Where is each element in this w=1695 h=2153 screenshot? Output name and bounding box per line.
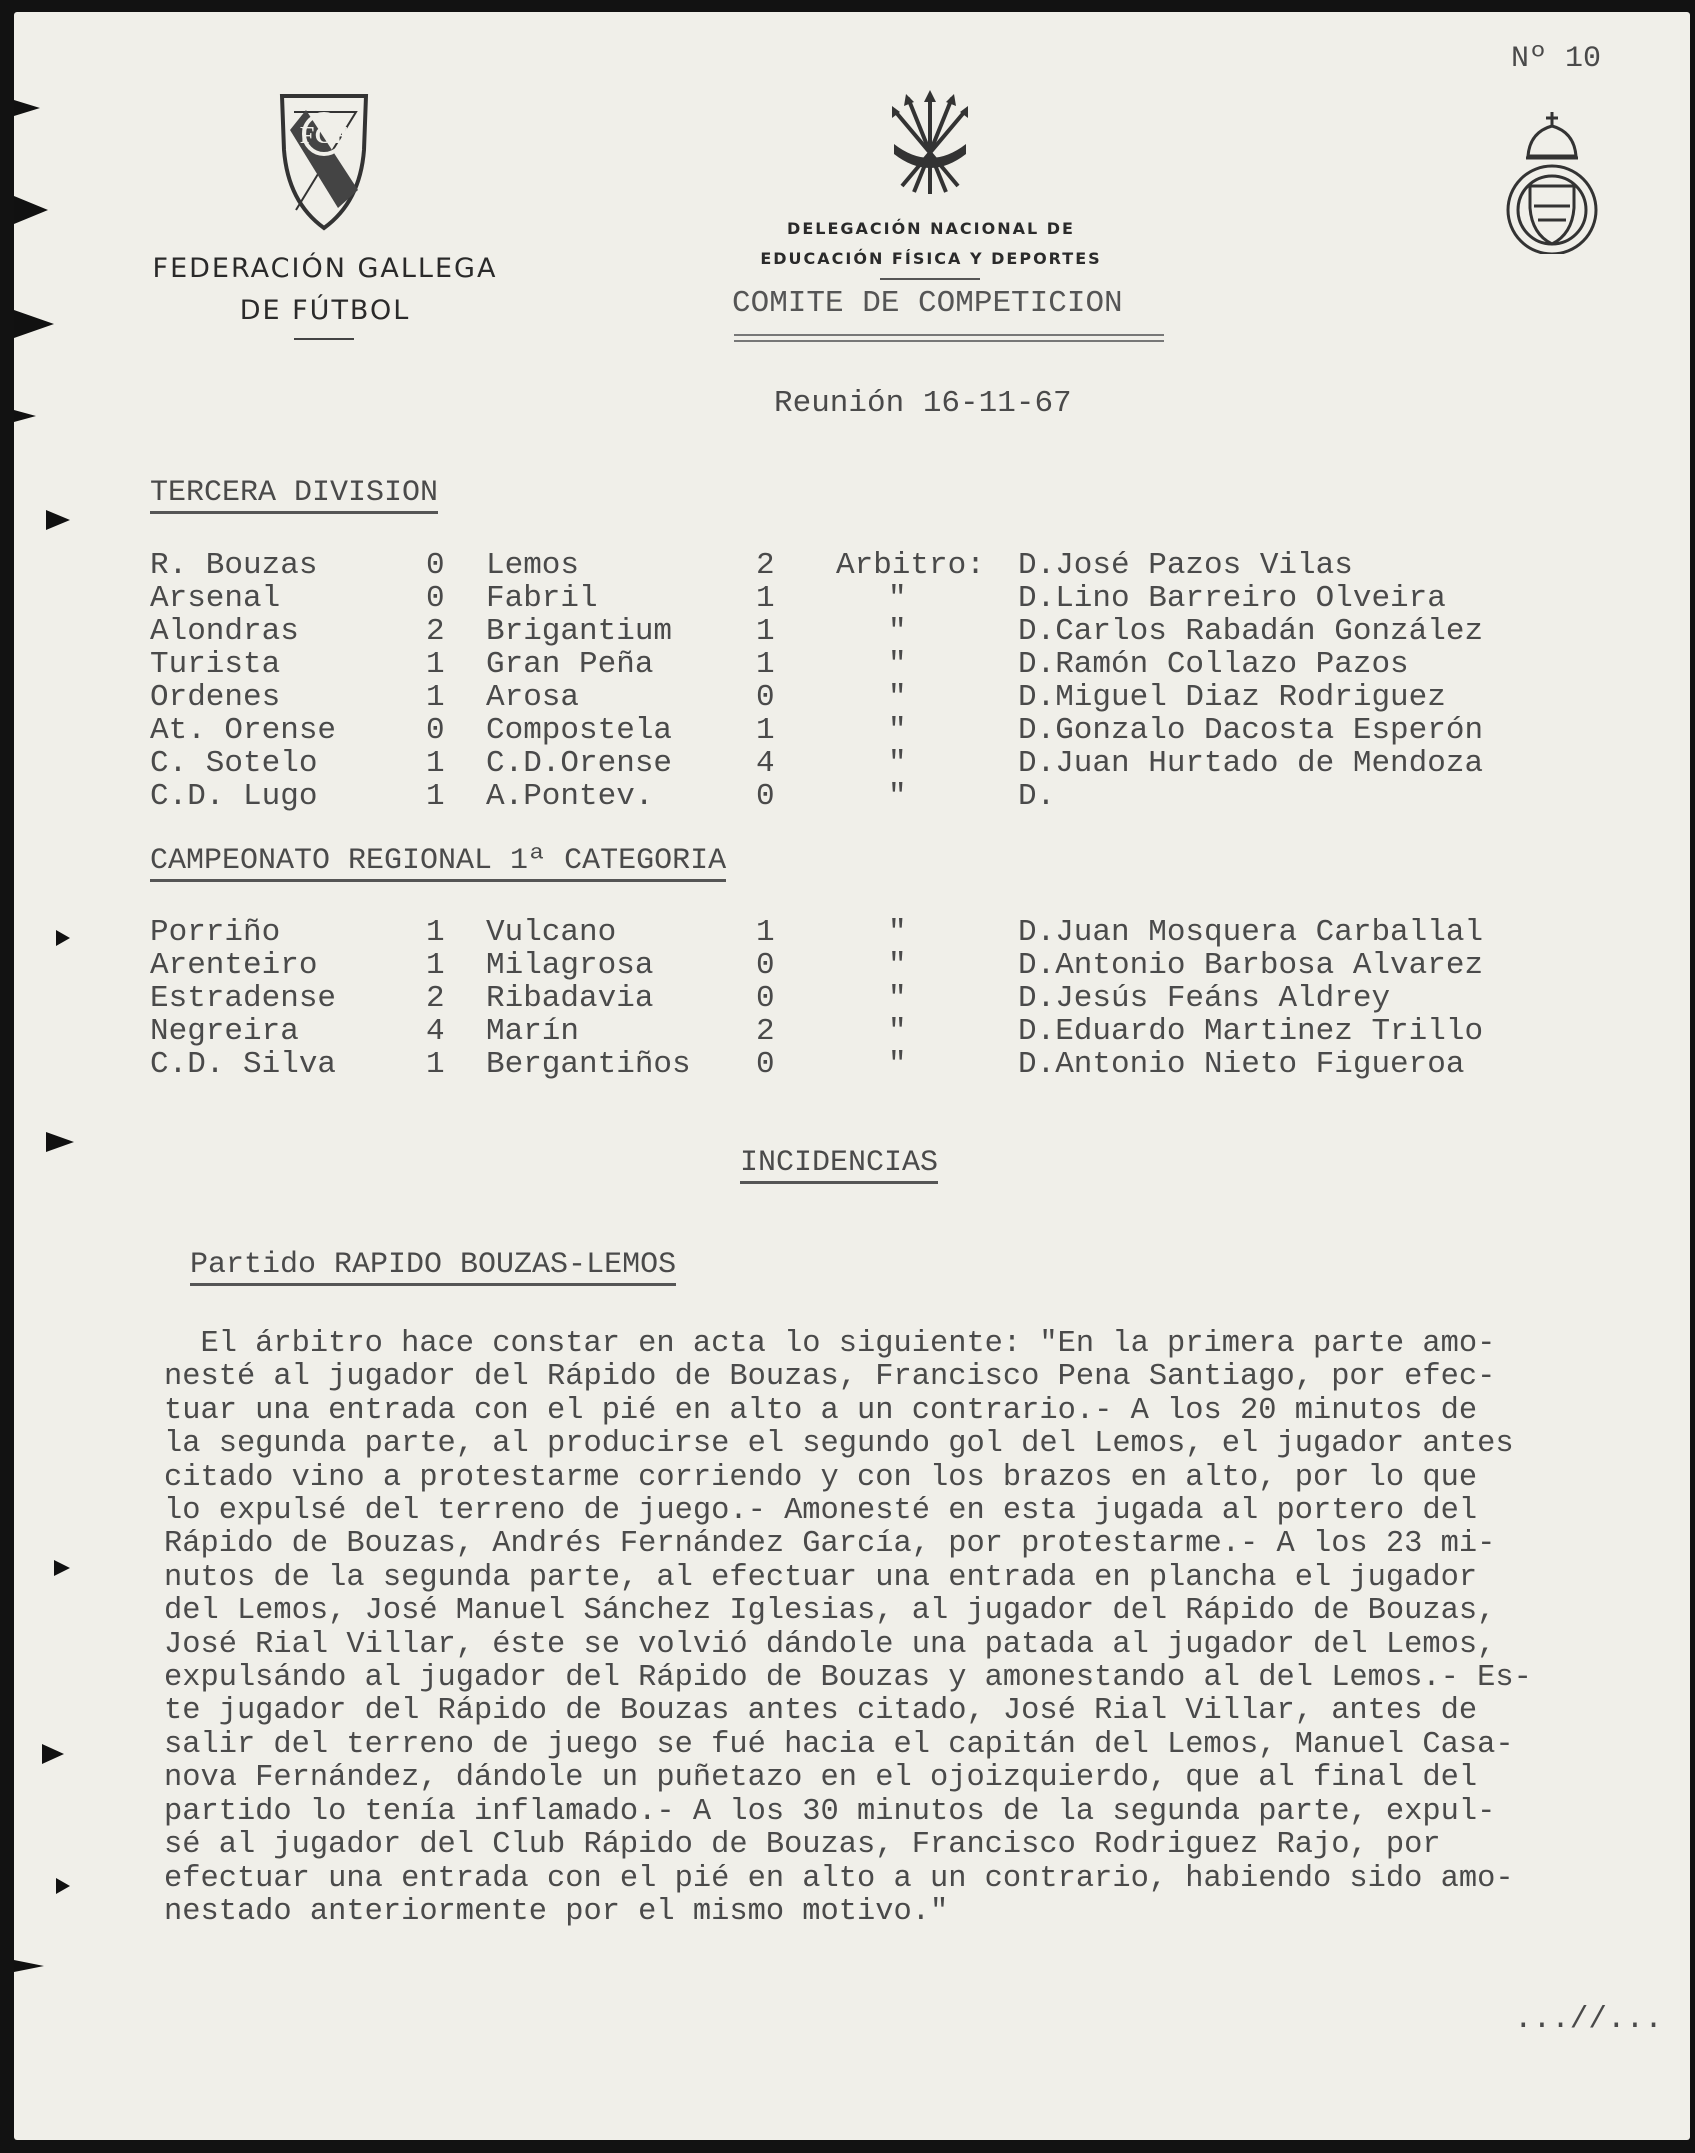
referee: D.Ramón Collazo Pazos [1018,647,1409,682]
report-line: te jugador del Rápido de Bouzas antes citado, José Rial Villar, antes de [164,1694,1478,1729]
ditto-mark: " [888,713,907,748]
report-line: efectuar una entrada con el pié en alto a un contrario, habiendo sido amo- [164,1861,1514,1896]
document-number: Nº 10 [1511,42,1602,76]
home-goals: 1 [426,915,445,950]
away-goals: 0 [756,948,775,983]
binder-hole-mark [56,1878,70,1894]
referee: D.Antonio Barbosa Alvarez [1018,948,1484,983]
home-goals: 1 [426,680,445,715]
away-team: Ribadavia [486,981,654,1016]
delegation-name [714,214,1148,274]
referee: D.Antonio Nieto Figueroa [1018,1047,1465,1082]
referee: D. [1018,779,1056,814]
report-line: nestado anteriormente por el mismo motivo." [164,1894,949,1929]
home-goals: 1 [426,779,445,814]
binder-hole-mark [54,1560,70,1576]
home-goals: 0 [426,581,445,616]
ditto-mark: " [888,680,907,715]
home-team: Porriño [150,915,281,950]
away-team: Bergantiños [486,1047,691,1082]
referee: D.Lino Barreiro Olveira [1018,581,1446,616]
binder-hole-mark [14,310,54,338]
report-line: partido lo tenía inflamado.- A los 30 minutos de la segunda parte, expul- [164,1794,1496,1829]
binder-hole-mark [14,100,40,116]
referee: D.Juan Mosquera Carballal [1018,915,1484,950]
incidencias-title: INCIDENCIAS [740,1146,938,1184]
away-team: Fabril [486,581,598,616]
home-goals: 1 [426,647,445,682]
home-team: C. Sotelo [150,746,318,781]
away-goals: 2 [756,1014,775,1049]
away-team: Arosa [486,680,580,715]
away-goals: 0 [756,680,775,715]
federation-rule [294,338,354,340]
away-team: Lemos [486,548,580,583]
federacion-gallega-crest-icon [276,90,372,232]
binder-hole-mark [14,196,48,224]
away-team: Brigantium [486,614,673,649]
committee-title: COMITE DE COMPETICION [732,286,1123,321]
referee: D.José Pazos Vilas [1018,548,1353,583]
arbitro-label: Arbitro: [836,548,985,583]
ditto-mark: " [888,746,907,781]
report-line: sé al jugador del Club Rápido de Bouzas, Francisco Rodriguez Rajo, por [164,1828,1441,1863]
document-page [14,12,1690,2140]
away-team: A.Pontev. [486,779,654,814]
binder-hole-mark [46,510,70,530]
away-goals: 0 [756,779,775,814]
home-team: Negreira [150,1014,299,1049]
binder-hole-mark [14,410,36,422]
home-team: Arenteiro [150,948,318,983]
binder-hole-mark [56,930,70,946]
binder-hole-mark [46,1132,74,1152]
away-team: Marín [486,1014,580,1049]
svg-text:FGF: FGF [300,123,348,149]
committee-double-rule [734,334,1164,342]
report-line: salir del terreno de juego se fué hacia el capitán del Lemos, Manuel Casa- [164,1727,1514,1762]
home-goals: 2 [426,614,445,649]
referee: D.Gonzalo Dacosta Esperón [1018,713,1484,748]
away-team: Compostela [486,713,673,748]
away-goals: 0 [756,981,775,1016]
rfef-crown-crest-icon [1500,110,1604,254]
ditto-mark: " [888,1014,907,1049]
ditto-mark: " [888,614,907,649]
continuation-mark: ...//... [1514,2002,1663,2037]
home-team: R. Bouzas [150,548,318,583]
report-line: nova Fernández, dándole un puñetazo en el ojoizquierdo, que al final del [164,1761,1478,1796]
home-team: Arsenal [150,581,281,616]
referee: D.Jesús Feáns Aldrey [1018,981,1391,1016]
report-line: Rápido de Bouzas, Andrés Fernández García, por protestarme.- A los 23 mi- [164,1527,1496,1562]
home-goals: 0 [426,548,445,583]
federation-name-line1: FEDERACIÓN GALLEGA [152,253,498,284]
meeting-date: Reunión 16-11-67 [774,386,1072,421]
federation-name-line2: DE FÚTBOL [239,295,411,326]
ditto-mark: " [888,915,907,950]
home-goals: 1 [426,746,445,781]
away-goals: 1 [756,713,775,748]
match-incident-title: Partido RAPIDO BOUZAS-LEMOS [190,1248,676,1286]
away-team: Milagrosa [486,948,654,983]
delegation-line1: DELEGACIÓN NACIONAL DE [787,219,1075,238]
away-goals: 1 [756,581,775,616]
home-goals: 4 [426,1014,445,1049]
away-team: Gran Peña [486,647,654,682]
home-team: C.D. Silva [150,1047,337,1082]
report-line: lo expulsé del terreno de juego.- Amonesté en esta jugada al portero del [164,1494,1478,1529]
away-goals: 1 [756,647,775,682]
home-team: Alondras [150,614,299,649]
home-team: C.D. Lugo [150,779,318,814]
yoke-and-arrows-emblem-icon [888,90,972,200]
home-team: At. Orense [150,713,337,748]
report-line: la segunda parte, al producirse el segundo gol del Lemos, el jugador antes [164,1427,1514,1462]
away-goals: 1 [756,614,775,649]
report-line: nesté al jugador del Rápido de Bouzas, Francisco Pena Santiago, por efec- [164,1360,1496,1395]
regional-championship-title: CAMPEONATO REGIONAL 1ª CATEGORIA [150,844,726,882]
ditto-mark: " [888,647,907,682]
report-line: citado vino a protestarme corriendo y con los brazos en alto, por lo que [164,1460,1478,1495]
ditto-mark: " [888,1047,907,1082]
tercera-division-title: TERCERA DIVISION [150,476,438,514]
ditto-mark: " [888,981,907,1016]
home-goals: 1 [426,948,445,983]
federation-name [126,248,524,332]
ditto-mark: " [888,948,907,983]
report-line: tuar una entrada con el pié en alto a un contrario.- A los 20 minutos de [164,1393,1478,1428]
ditto-mark: " [888,581,907,616]
away-team: Vulcano [486,915,617,950]
report-line: nutos de la segunda parte, al efectuar una entrada en plancha el jugador [164,1560,1478,1595]
home-team: Estradense [150,981,337,1016]
home-goals: 2 [426,981,445,1016]
home-goals: 0 [426,713,445,748]
report-line: expulsándo al jugador del Rápido de Bouzas y amonestando al del Lemos.- Es- [164,1661,1532,1696]
referee: D.Miguel Diaz Rodriguez [1018,680,1446,715]
binder-hole-mark [42,1744,64,1764]
home-goals: 1 [426,1047,445,1082]
delegation-rule [880,278,980,280]
report-line: El árbitro hace constar en acta lo siguiente: "En la primera parte amo- [164,1327,1496,1361]
referee: D.Juan Hurtado de Mendoza [1018,746,1484,781]
binder-hole-mark [14,1960,44,1972]
referee: D.Eduardo Martinez Trillo [1018,1014,1484,1049]
home-team: Ordenes [150,680,281,715]
report-line: del Lemos, José Manuel Sánchez Iglesias, al jugador del Rápido de Bouzas, [164,1594,1496,1629]
away-goals: 1 [756,915,775,950]
report-line: José Rial Villar, éste se volvió dándole una patada al jugador del Lemos, [164,1627,1496,1662]
home-team: Turista [150,647,281,682]
away-goals: 0 [756,1047,775,1082]
referee-report-paragraph [164,1328,1684,1929]
delegation-line2: EDUCACIÓN FÍSICA Y DEPORTES [760,249,1102,268]
referee: D.Carlos Rabadán González [1018,614,1484,649]
away-team: C.D.Orense [486,746,673,781]
away-goals: 4 [756,746,775,781]
ditto-mark: " [888,779,907,814]
away-goals: 2 [756,548,775,583]
